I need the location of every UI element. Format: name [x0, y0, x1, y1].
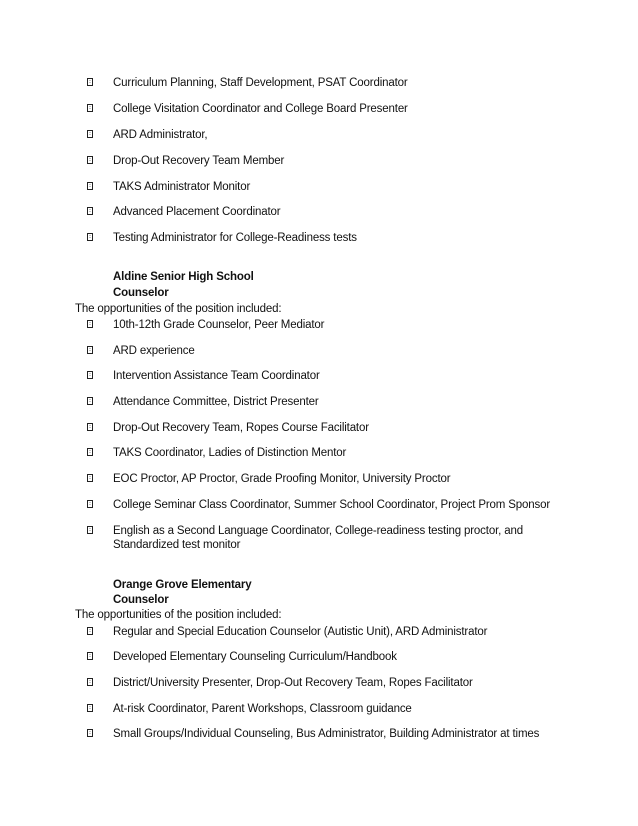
- list-item-text: ARD Administrator,: [113, 129, 208, 141]
- bullet-icon: [87, 423, 93, 431]
- list-item-text: At-risk Coordinator, Parent Workshops, Classroom guidance: [113, 703, 412, 715]
- bullet-icon: [87, 182, 93, 190]
- list-item-text: Intervention Assistance Team Coordinator: [113, 370, 320, 382]
- bullet-icon: [87, 207, 93, 215]
- bullet-icon: [87, 474, 93, 482]
- list-item-text: Developed Elementary Counseling Curriculum/Handbook: [113, 651, 397, 663]
- list-item-text: English as a Second Language Coordinator, College-readiness testing proctor, and Standardized test monitor: [113, 525, 523, 551]
- bullet-icon: [87, 678, 93, 686]
- bullet-icon: [87, 652, 93, 660]
- list-item-text: EOC Proctor, AP Proctor, Grade Proofing Monitor, University Proctor: [113, 473, 451, 485]
- list-item-text: Advanced Placement Coordinator: [113, 206, 281, 218]
- list-item-text: TAKS Administrator Monitor: [113, 181, 251, 193]
- list-item-text: Attendance Committee, District Presenter: [113, 396, 319, 408]
- bullet-icon: [87, 448, 93, 456]
- bullet-icon: [87, 627, 93, 635]
- list-item-text: College Visitation Coordinator and College Board Presenter: [113, 103, 408, 115]
- list-item-text: Small Groups/Individual Counseling, Bus Administrator, Building Administrator at times: [113, 728, 540, 740]
- bullet-icon: [87, 104, 93, 112]
- bullet-icon: [87, 130, 93, 138]
- job-title: Counselor: [113, 594, 169, 606]
- list-item-text: Regular and Special Education Counselor (Autistic Unit), ARD Administrator: [113, 626, 488, 638]
- bullet-icon: [87, 526, 93, 534]
- bullet-icon: [87, 397, 93, 405]
- list-item-text: College Seminar Class Coordinator, Summer School Coordinator, Project Prom Sponsor: [113, 499, 551, 511]
- list-item-text: Drop-Out Recovery Team, Ropes Course Facilitator: [113, 422, 369, 434]
- bullet-icon: [87, 704, 93, 712]
- list-item-text: 10th-12th Grade Counselor, Peer Mediator: [113, 319, 325, 331]
- bullet-icon: [87, 500, 93, 508]
- bullet-icon: [87, 233, 93, 241]
- bullet-icon: [87, 346, 93, 354]
- list-item-text: ARD experience: [113, 345, 195, 357]
- list-item-text: Curriculum Planning, Staff Development, PSAT Coordinator: [113, 77, 408, 89]
- bullet-icon: [87, 371, 93, 379]
- list-item-text: TAKS Coordinator, Ladies of Distinction Mentor: [113, 447, 347, 459]
- list-item-text: Testing Administrator for College-Readiness tests: [113, 232, 357, 244]
- school-name: Orange Grove Elementary: [113, 579, 252, 591]
- bullet-icon: [87, 78, 93, 86]
- list-item-text: District/University Presenter, Drop-Out Recovery Team, Ropes Facilitator: [113, 677, 473, 689]
- school-name: Aldine Senior High School: [113, 271, 254, 283]
- section-intro: The opportunities of the position included:: [75, 303, 282, 315]
- job-title: Counselor: [113, 287, 169, 299]
- section-intro: The opportunities of the position included:: [75, 609, 282, 621]
- bullet-icon: [87, 320, 93, 328]
- bullet-icon: [87, 729, 93, 737]
- bullet-icon: [87, 156, 93, 164]
- list-item-text: Drop-Out Recovery Team Member: [113, 155, 285, 167]
